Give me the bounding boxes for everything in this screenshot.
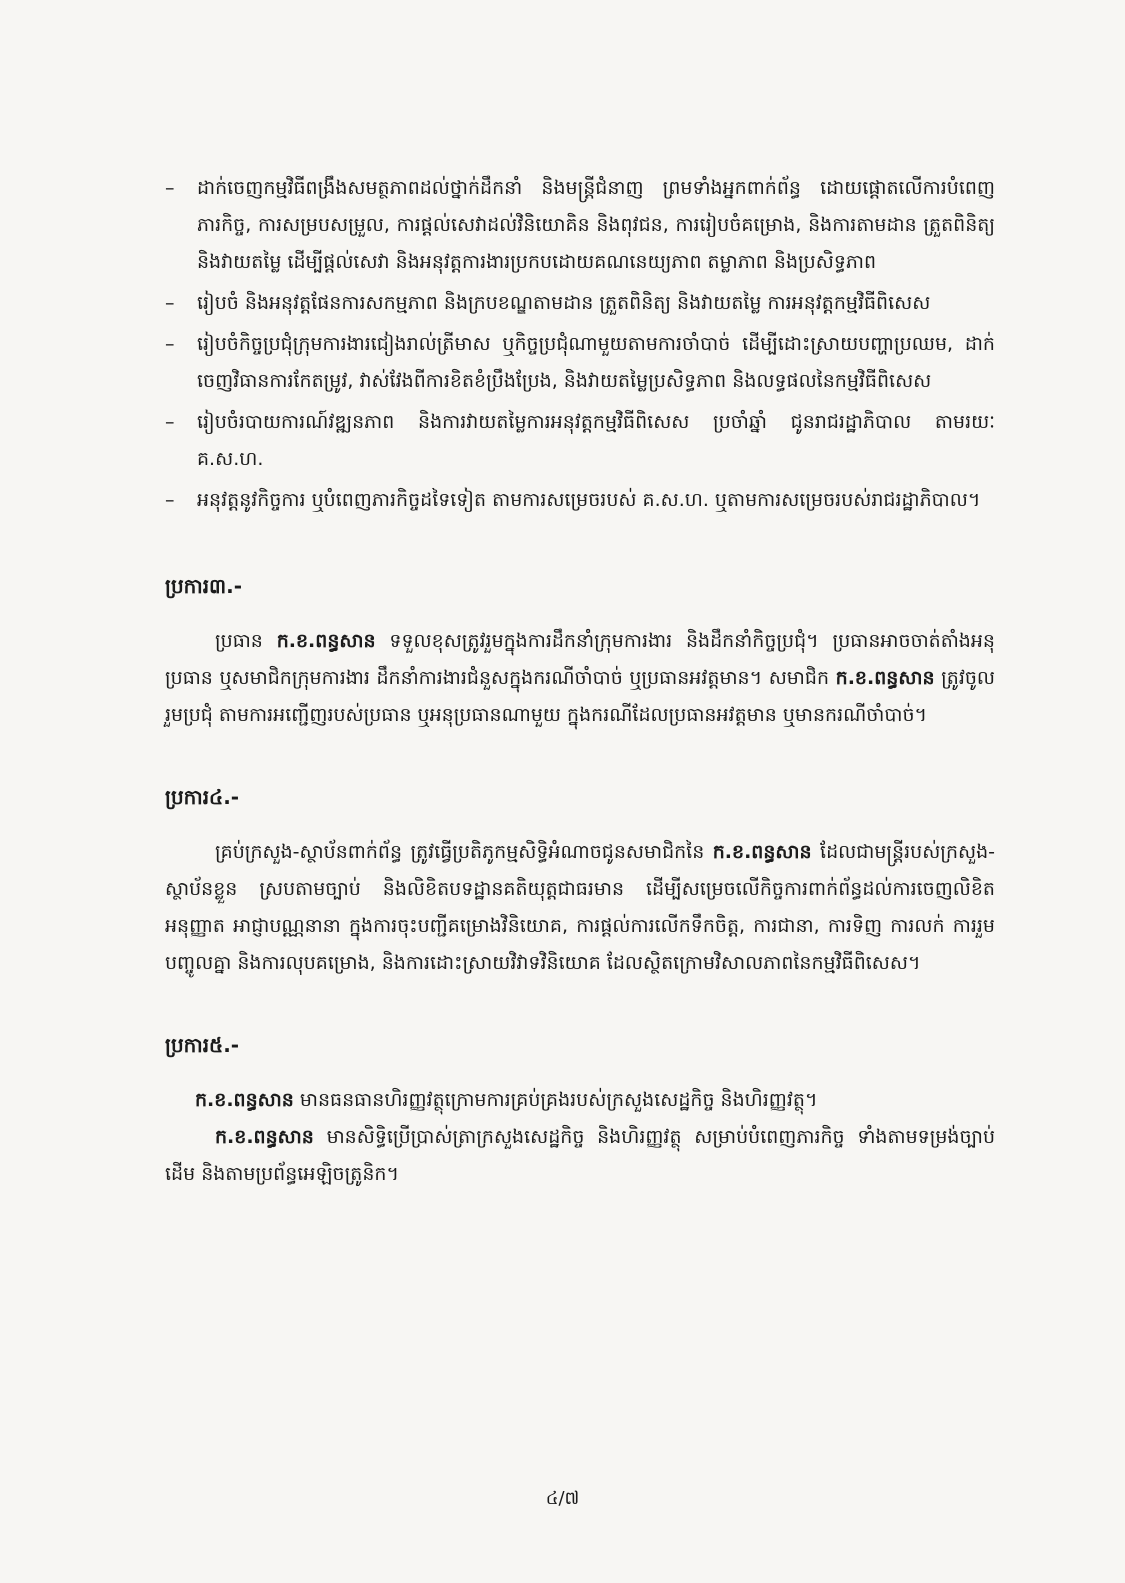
list-item xyxy=(165,404,995,478)
list-item xyxy=(165,170,995,281)
org-name: ក.ខ.ពន្ធសាន xyxy=(835,667,935,689)
org-name: ក.ខ.ពន្ធសាន xyxy=(276,630,376,652)
bullet-dash: – xyxy=(165,333,175,355)
list-item-text: រៀបចំ និងអនុវត្តផែនការសកម្មភាព និងក្របខណ្ឌតាមដាន ត្រួតពិនិត្យ និងវាយតម្លៃ ការអនុវត្តកម្មវិធីពិសេស xyxy=(197,292,931,314)
article-4-paragraph: គ្រប់ក្រសួង-ស្ថាប័នពាក់ព័ន្ធ ត្រូវធ្វើប្រតិភូកម្មសិទ្ធិអំណាចជូនសមាជិកនៃ ក.ខ.ពន្ធសាន ដែលជាមន្ត្រីរបស់ក្រសួង-ស្ថាប័នខ្លួន ស្របតាមច្បាប់ និងលិខិតបទដ្ឋានគតិយុត្តជាធរមាន ដើម្បីសម្រេចលើកិច្ចការពាក់ព័ន្ធដល់ការចេញលិខិតអនុញ្ញាត អាជ្ញាបណ្ណនានា ក្នុងការចុះបញ្ជីគម្រោងវិនិយោគ, ការផ្ដល់ការលើកទឹកចិត្ត, ការជានា, ការទិញ ការលក់ ការរួមបញ្ចូលគ្នា និងការលុបគម្រោង, និងការដោះស្រាយវិវាទវិនិយោគ ដែលស្ថិតក្រោមវិសាលភាពនៃកម្មវិធីពិសេស។ xyxy=(165,841,996,974)
org-name: ក.ខ.ពន្ធសាន xyxy=(712,841,812,863)
article-3-paragraph: ប្រធាន ក.ខ.ពន្ធសាន ទទួលខុសត្រូវរួមក្នុងការដឹកនាំក្រុមការងារ និងដឹកនាំកិច្ចប្រជុំ។ ប្រធានអាចចាត់តាំងអនុប្រធាន ឬសមាជិកក្រុមការងារ ដឹកនាំការងារជំនួសក្នុងករណីចាំបាច់ ឬប្រធានអវត្តមាន។ សមាជិក ក.ខ.ពន្ធសាន ត្រូវចូលរួមប្រជុំ តាមការអញ្ជើញរបស់ប្រធាន ឬអនុប្រធានណាមួយ ក្នុងករណីដែលប្រធានអវត្តមាន ឬមានករណីចាំបាច់។ xyxy=(165,630,996,726)
bullet-dash: – xyxy=(165,411,175,433)
article-5-heading: ប្រការ៥.- xyxy=(165,1033,240,1057)
document-body xyxy=(165,170,995,1193)
list-item-text: រៀបចំកិច្ចប្រជុំក្រុមការងារជៀងរាល់ត្រីមាស ឬកិច្ចប្រជុំណាមួយតាមការចាំបាច់ ដើម្បីដោះស្រាយបញ្ហាប្រឈម, ដាក់ចេញវិធានការកែតម្រូវ, វាស់វែងពីការខិតខំប្រឹងប្រែង, និងវាយតម្លៃប្រសិទ្ធភាព និងលទ្ធផលនៃកម្មវិធីពិសេស xyxy=(197,333,995,392)
list-item xyxy=(165,482,995,519)
article-4-heading: ប្រការ៤.- xyxy=(165,785,240,809)
list-item-text: ដាក់ចេញកម្មវិធីពង្រឹងសមត្ថភាពដល់ថ្នាក់ដឹកនាំ និងមន្ត្រីជំនាញ ព្រមទាំងអ្នកពាក់ព័ន្ធ ដោយផ្ដោតលើការបំពេញភារកិច្ច, ការសម្របសម្រួល, ការផ្ដល់សេវាដល់វិនិយោគិន និងពុវជន, ការរៀបចំគម្រោង, និងការតាមដាន ត្រួតពិនិត្យ និងវាយតម្លៃ ដើម្បីផ្ដល់សេវា និងអនុវត្តការងារប្រកបដោយគណនេយ្យភាព តម្លាភាព និងប្រសិទ្ធភាព xyxy=(197,177,995,273)
bullet-dash: – xyxy=(165,489,175,511)
list-item xyxy=(165,326,995,400)
duties-list xyxy=(165,170,995,519)
article-5-line-2: ក.ខ.ពន្ធសាន មានសិទ្ធិប្រើប្រាស់ត្រាក្រសួងសេដ្ឋកិច្ច និងហិរញ្ញវត្ថុ សម្រាប់បំពេញភារកិច្ច ទាំងតាមទម្រង់ច្បាប់ដើម និងតាមប្រព័ន្ធអេឡិចត្រូនិក។ xyxy=(165,1126,996,1185)
org-name: ក.ខ.ពន្ធសាន xyxy=(215,1126,314,1148)
list-item-text: អនុវត្តនូវកិច្ចការ ឬបំពេញភារកិច្ចដទៃទៀត តាមការសម្រេចរបស់ គ.ស.ហ. ឬតាមការសម្រេចរបស់រាជរដ្ឋាភិបាល។ xyxy=(197,489,981,511)
bullet-dash: – xyxy=(165,292,175,314)
list-item xyxy=(165,285,995,322)
article-3-heading: ប្រការ៣.- xyxy=(165,574,243,598)
page-number: ៤/៧ xyxy=(545,1488,580,1509)
article-5-line-1: ក.ខ.ពន្ធសាន មានធនធានហិរញ្ញវត្ថុក្រោមការគ្រប់គ្រងរបស់ក្រសួងសេដ្ឋកិច្ច និងហិរញ្ញវត្ថុ។ xyxy=(195,1089,818,1111)
org-name: ក.ខ.ពន្ធសាន xyxy=(195,1089,294,1111)
bullet-dash: – xyxy=(165,177,175,199)
list-item-text: រៀបចំរបាយការណ៍វឌ្ឍនភាព និងការវាយតម្លៃការអនុវត្តកម្មវិធីពិសេស ប្រចាំឆ្នាំ ជូនរាជរដ្ឋាភិបាល តាមរយៈ គ.ស.ហ. xyxy=(197,411,995,470)
